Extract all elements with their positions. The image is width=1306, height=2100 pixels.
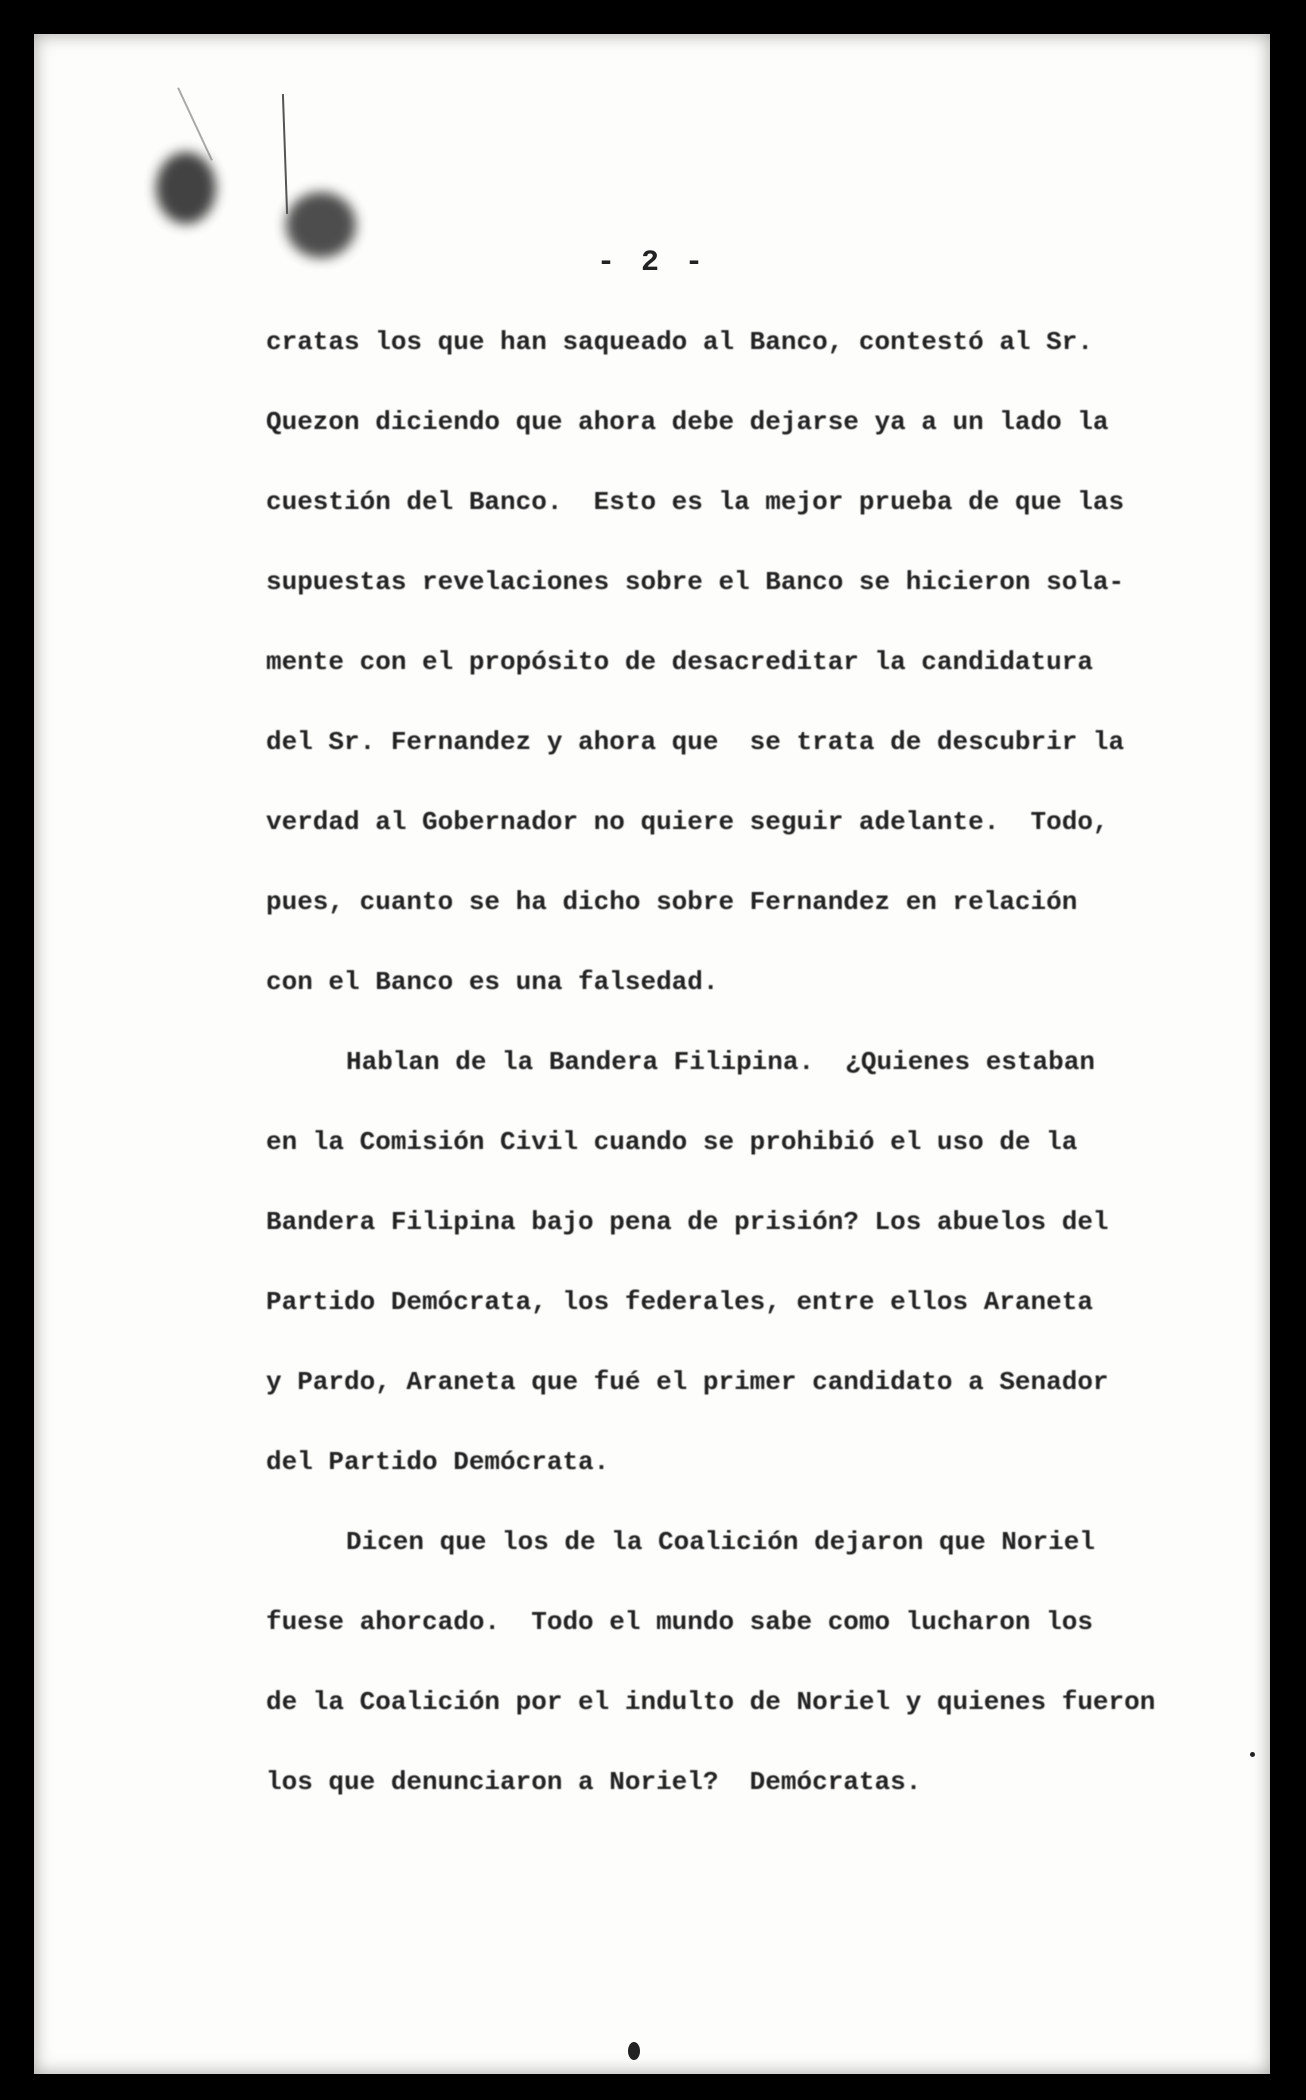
document-body	[266, 302, 1186, 1822]
text-line: pues, cuanto se ha dicho sobre Fernandez en relación	[266, 887, 1078, 917]
text-line: Partido Demócrata, los federales, entre ellos Araneta	[266, 1287, 1093, 1317]
text-line: y Pardo, Araneta que fué el primer candidato a Senador	[266, 1367, 1109, 1397]
ink-dot	[1250, 1752, 1255, 1757]
ink-dot	[628, 2042, 640, 2060]
text-line: mente con el propósito de desacreditar la candidatura	[266, 647, 1093, 677]
text-line: con el Banco es una falsedad.	[266, 967, 719, 997]
text-line: en la Comisión Civil cuando se prohibió el uso de la	[266, 1127, 1078, 1157]
text-line: del Sr. Fernandez y ahora que se trata de descubrir la	[266, 727, 1125, 757]
text-line: cuestión del Banco. Esto es la mejor prueba de que las	[266, 487, 1125, 517]
text-line: fuese ahorcado. Todo el mundo sabe como lucharon los	[266, 1607, 1093, 1637]
paragraph	[266, 1502, 1186, 1822]
ink-smudge	[156, 152, 216, 224]
text-line: Hablan de la Bandera Filipina. ¿Quienes estaban	[346, 1047, 1095, 1077]
text-line: de la Coalición por el indulto de Noriel y quienes fueron	[266, 1687, 1156, 1717]
document-page	[34, 34, 1270, 2074]
text-line: supuestas revelaciones sobre el Banco se hicieron sola-	[266, 567, 1125, 597]
text-line: Bandera Filipina bajo pena de prisión? Los abuelos del	[266, 1207, 1109, 1237]
text-line: cratas los que han saqueado al Banco, contestó al Sr.	[266, 327, 1093, 357]
text-line: los que denunciaron a Noriel? Demócratas.	[266, 1767, 922, 1797]
text-line: Quezon diciendo que ahora debe dejarse ya a un lado la	[266, 407, 1109, 437]
paragraph	[266, 1022, 1186, 1502]
paragraph	[266, 302, 1186, 1022]
text-line: verdad al Gobernador no quiere seguir adelante. Todo,	[266, 807, 1109, 837]
scratch-mark	[177, 87, 213, 160]
text-line: del Partido Demócrata.	[266, 1447, 610, 1477]
scratch-mark	[282, 94, 288, 214]
text-line: Dicen que los de la Coalición dejaron que Noriel	[346, 1527, 1095, 1557]
page-number: - 2 -	[596, 246, 707, 280]
